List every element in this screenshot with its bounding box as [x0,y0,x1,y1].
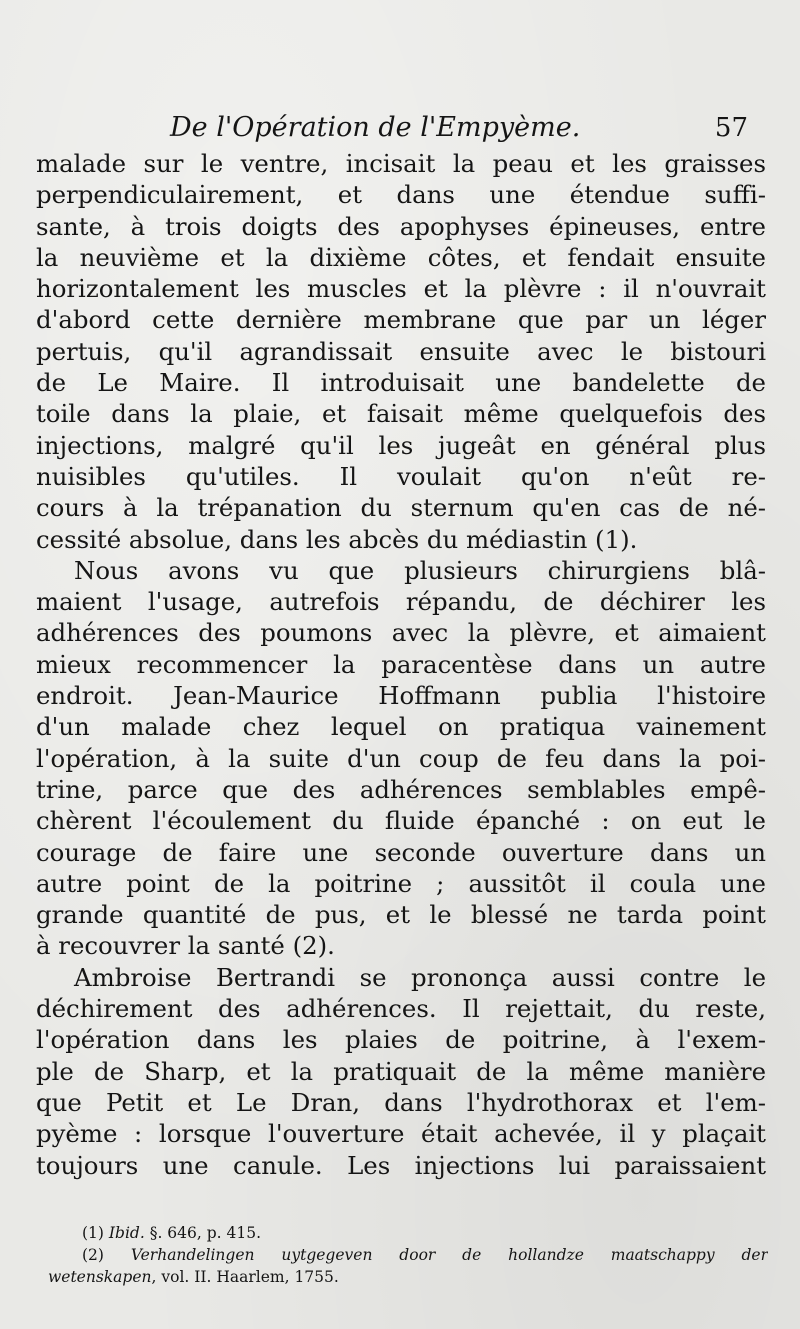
text-line: ple de Sharp, et la pratiquait de la même manière [36,1056,766,1086]
footnote-text: §. 646, p. 415. [144,1224,262,1242]
text-line: déchirement des adhérences. Il rejettait, du reste, [36,994,766,1024]
text-line: malade sur le ventre, incisait la peau et les graisses [36,149,766,178]
footnote-1 [48,1222,768,1244]
text-line: sante, à trois doigts des apophyses épineuses, entre [36,211,766,241]
text-line: maient l'usage, autrefois répandu, de déchirer les [36,587,766,617]
footnote-italic: Verhandelingen uytgegeven door de hollandze maatschappy der [130,1246,768,1264]
body-text [36,148,766,1181]
text-line: horizontalement les muscles et la plèvre : il n'ouvrait [36,274,766,304]
footnote-2-continued [48,1266,768,1288]
text-line: injections, malgré qu'il les jugeât en général plus [36,430,766,460]
page-header [170,110,770,146]
footnote-mark: (1) [82,1224,104,1242]
footnote-2 [48,1244,768,1266]
text-line: Nous avons vu que plusieurs chirurgiens blâ- [74,555,766,585]
text-line: trine, parce que des adhérences semblables empê- [36,774,766,804]
paragraph-1 [36,148,766,555]
running-title: De l'Opération de l'Empyème. [170,112,581,143]
text-line: de Le Maire. Il introduisait une bandelette de [36,368,766,398]
text-line: cours à la trépanation du sternum qu'en cas de né- [36,493,766,523]
text-line: d'un malade chez lequel on pratiqua vainement [36,712,766,742]
text-line: toujours une canule. Les injections lui paraissaient [36,1150,766,1180]
text-line: l'opération dans les plaies de poitrine, à l'exem- [36,1025,766,1055]
text-line: toile dans la plaie, et faisait même quelquefois des [36,399,766,429]
text-line: perpendiculairement, et dans une étendue suffi- [36,180,766,210]
text-line: mieux recommencer la paracentèse dans un autre [36,649,766,679]
footnote-italic: wetenskapen [48,1268,152,1286]
paragraph-3 [36,962,766,1181]
paragraph-2 [36,555,766,962]
footnote-mark: (2) [82,1246,104,1264]
text-line: courage de faire une seconde ouverture dans un [36,837,766,867]
page-number: 57 [714,113,748,143]
footnote-text: , vol. II. Haarlem, 1755. [151,1268,339,1286]
text-line: pertuis, qu'il agrandissait ensuite avec le bistouri [36,336,766,366]
text-line: l'opération, à la suite d'un coup de feu dans la poi- [36,743,766,773]
text-line: que Petit et Le Dran, dans l'hydrothorax et l'em- [36,1087,766,1117]
footnote-italic: Ibid. [108,1224,145,1242]
text-line: nuisibles qu'utiles. Il voulait qu'on n'eût re- [36,461,766,491]
text-line: à recouvrer la santé (2). [36,931,335,961]
text-line: Ambroise Bertrandi se prononça aussi contre le [74,962,766,992]
text-line: grande quantité de pus, et le blessé ne tarda point [36,900,766,930]
text-line: pyème : lorsque l'ouverture était achevée, il y plaçait [36,1119,766,1149]
text-line: endroit. Jean-Maurice Hoffmann publia l'histoire [36,681,766,711]
text-line: chèrent l'écoulement du fluide épanché : on eut le [36,806,766,836]
text-line: adhérences des poumons avec la plèvre, et aimaient [36,618,766,648]
text-line: autre point de la poitrine ; aussitôt il coula une [36,868,766,898]
text-line: la neuvième et la dixième côtes, et fendait ensuite [36,242,766,272]
footnotes [48,1222,768,1288]
text-line: cessité absolue, dans les abcès du médiastin (1). [36,524,638,554]
text-line: d'abord cette dernière membrane que par un léger [36,305,766,335]
